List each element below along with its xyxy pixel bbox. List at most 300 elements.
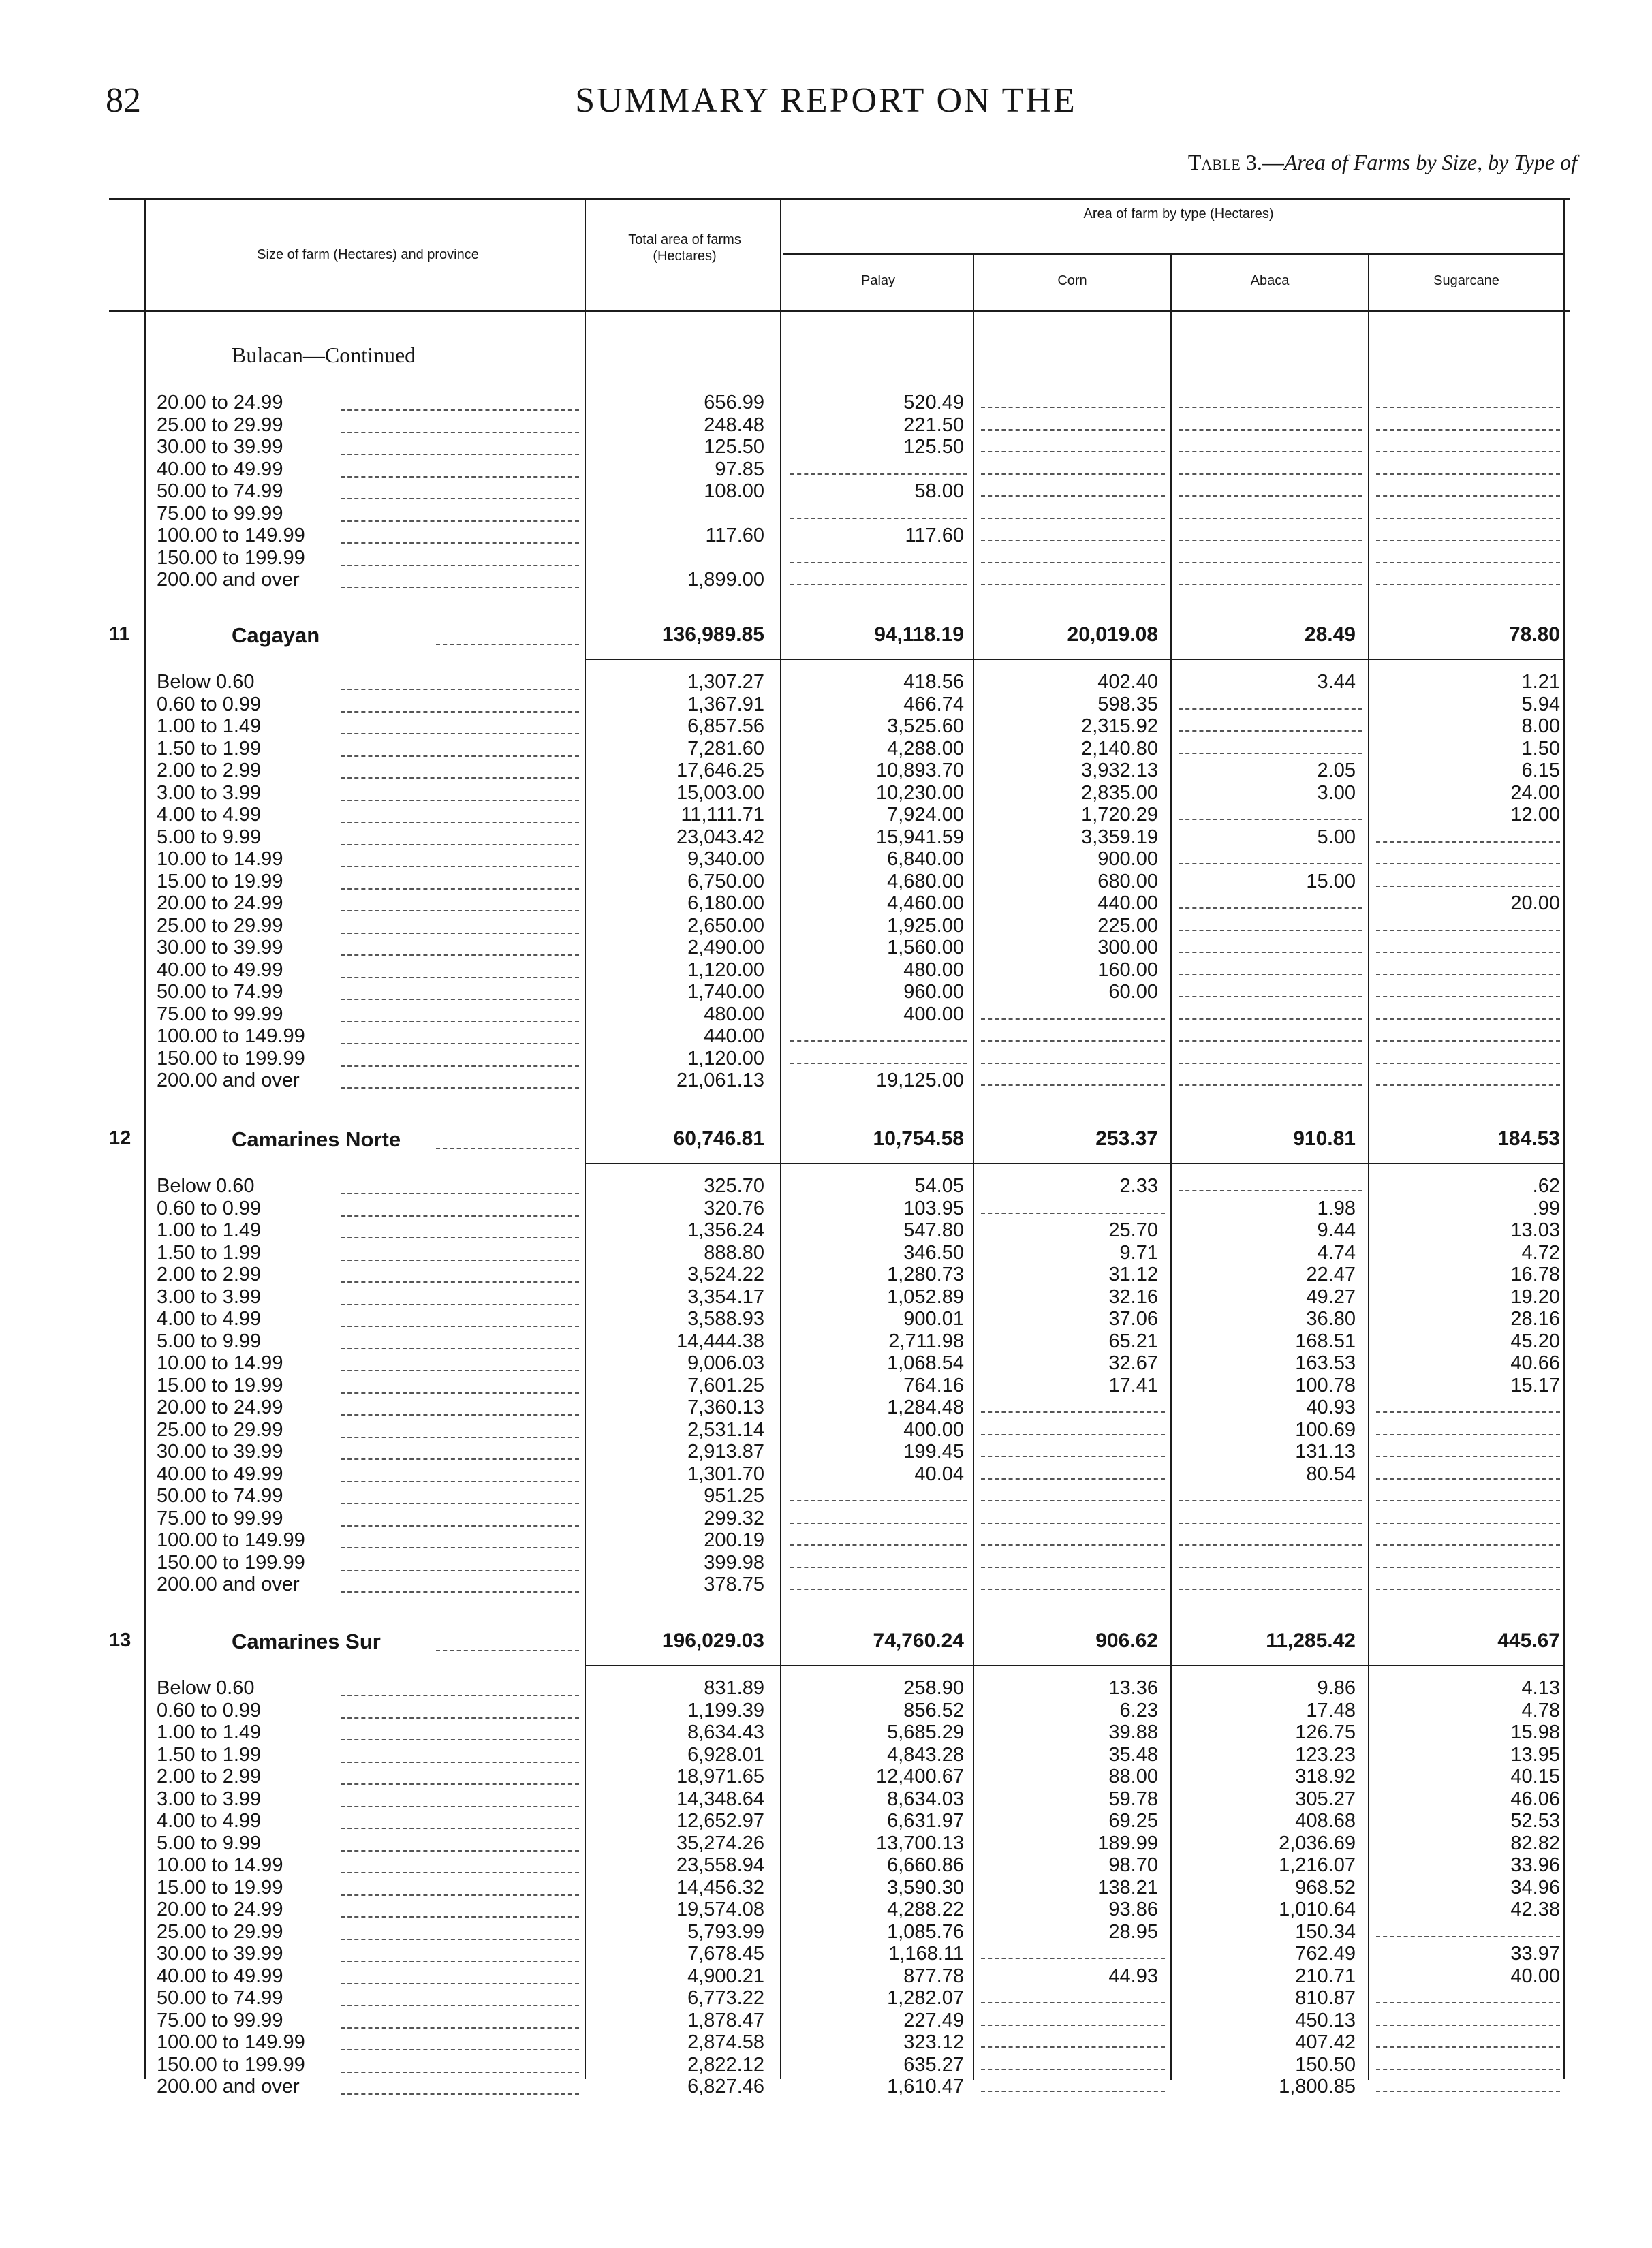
province-total: 136,989.85 (661, 623, 764, 646)
empty-cell-palay (790, 473, 967, 475)
empty-cell-abaca (1179, 930, 1362, 931)
table-row (0, 804, 1652, 826)
cell-palay: 1,610.47 (887, 2076, 964, 2097)
cell-palay: 4,843.28 (887, 1743, 964, 1766)
province-name: Cagayan (232, 623, 320, 647)
cell-palay: 4,288.22 (887, 1899, 964, 1920)
cell-corn: 37.06 (1108, 1308, 1158, 1330)
empty-cell-abaca (1179, 1589, 1362, 1590)
table-row (0, 671, 1652, 693)
header-corn: Corn (1057, 273, 1087, 288)
province-corn: 253.37 (1095, 1127, 1158, 1150)
province-palay: 10,754.58 (873, 1127, 964, 1150)
cell-abaca: 9.44 (1317, 1219, 1356, 1241)
row-size-label: 150.00 to 199.99 (157, 546, 305, 569)
cell-total: 19,574.08 (676, 1899, 764, 1920)
cell-total: 4,900.21 (687, 1965, 764, 1987)
cell-corn: 2,315.92 (1081, 715, 1158, 737)
cell-sugar: .99 (1532, 1197, 1560, 1219)
row-size-label: 5.00 to 9.99 (157, 826, 262, 848)
dot-leader (341, 1193, 579, 1194)
dot-leader (341, 1525, 579, 1527)
row-size-label: 50.00 to 74.99 (157, 1987, 283, 2009)
cell-sugar: 34.96 (1510, 1876, 1560, 1899)
cell-total: 1,740.00 (687, 981, 764, 1003)
row-size-label: 50.00 to 74.99 (157, 480, 283, 502)
cell-total: 888.80 (704, 1241, 764, 1264)
cell-abaca: 968.52 (1295, 1876, 1356, 1899)
cell-total: 1,307.27 (687, 671, 764, 693)
cell-palay: 4,680.00 (887, 870, 964, 892)
cell-corn: 598.35 (1097, 693, 1158, 715)
table-row (0, 1854, 1652, 1877)
province-rule (585, 1163, 1563, 1164)
cell-total: 23,043.42 (676, 826, 764, 848)
cell-palay: 480.00 (903, 958, 964, 981)
dot-leader (341, 1348, 579, 1349)
cell-total: 35,274.26 (676, 1832, 764, 1854)
cell-total: 1,301.70 (687, 1463, 764, 1485)
cell-total: 108.00 (704, 480, 764, 502)
province-palay: 74,760.24 (873, 1629, 964, 1652)
table-row (0, 1419, 1652, 1441)
row-size-label: 3.00 to 3.99 (157, 1285, 262, 1308)
table-row (0, 1921, 1652, 1943)
cell-total: 3,354.17 (687, 1285, 764, 1308)
empty-cell-palay (790, 1567, 967, 1568)
dot-leader (341, 1850, 579, 1852)
dot-leader (341, 1326, 579, 1327)
row-size-label: 30.00 to 39.99 (157, 1441, 283, 1463)
empty-cell-sugar (1376, 2002, 1560, 2003)
cell-corn: 9.71 (1119, 1241, 1158, 1264)
row-size-label: 25.00 to 29.99 (157, 1920, 283, 1943)
cell-total: 6,857.56 (687, 715, 764, 737)
empty-cell-abaca (1179, 1063, 1362, 1064)
cell-total: 1,367.91 (687, 693, 764, 715)
table-row (0, 1832, 1652, 1855)
empty-cell-sugar (1376, 863, 1560, 864)
empty-cell-corn (981, 540, 1165, 541)
cell-palay: 12,400.67 (875, 1766, 964, 1788)
empty-cell-abaca (1179, 1500, 1362, 1501)
cell-corn: 680.00 (1097, 870, 1158, 892)
cell-palay: 117.60 (905, 525, 964, 546)
empty-cell-sugar (1376, 1478, 1560, 1480)
cell-corn: 2,835.00 (1081, 781, 1158, 804)
table-row (0, 1308, 1652, 1330)
cell-sugar: 1.21 (1521, 671, 1560, 693)
cell-total: 15,003.00 (676, 781, 764, 804)
dot-leader (341, 454, 579, 455)
empty-cell-sugar (1376, 952, 1560, 953)
dot-leader (341, 1392, 579, 1394)
row-size-label: 100.00 to 149.99 (157, 1529, 305, 1551)
cell-sugar: 12.00 (1510, 804, 1560, 826)
dot-leader (341, 1215, 579, 1217)
empty-cell-corn (981, 1500, 1165, 1501)
cell-sugar: 13.03 (1510, 1219, 1560, 1241)
cell-abaca: 810.87 (1295, 1987, 1356, 2009)
cell-palay: 3,590.30 (887, 1876, 964, 1899)
row-size-label: 150.00 to 199.99 (157, 2053, 305, 2076)
row-size-label: 100.00 to 149.99 (157, 2031, 305, 2053)
cell-sugar: 4.72 (1521, 1241, 1560, 1264)
empty-cell-abaca (1179, 540, 1362, 541)
dot-leader (341, 1087, 579, 1089)
row-size-label: 100.00 to 149.99 (157, 1025, 305, 1047)
empty-cell-sugar (1376, 1567, 1560, 1568)
empty-cell-sugar (1376, 1544, 1560, 1546)
dot-leader (341, 1370, 579, 1371)
row-size-label: 10.00 to 14.99 (157, 1854, 283, 1876)
cell-corn: 25.70 (1108, 1219, 1158, 1241)
cell-palay: 3,525.60 (887, 715, 964, 737)
cell-palay: 1,282.07 (887, 1987, 964, 2009)
cell-abaca: 168.51 (1295, 1330, 1356, 1352)
cell-abaca: 305.27 (1295, 1788, 1356, 1810)
dot-leader (341, 2072, 579, 2073)
empty-cell-corn (981, 562, 1165, 563)
province-total: 60,746.81 (673, 1127, 764, 1150)
row-size-label: 1.50 to 1.99 (157, 737, 262, 760)
dot-leader (341, 1695, 579, 1696)
header-abaca: Abaca (1250, 273, 1290, 288)
dot-leader (341, 1570, 579, 1571)
cell-total: 2,822.12 (687, 2053, 764, 2076)
cell-palay: 2,711.98 (888, 1330, 964, 1352)
empty-cell-sugar (1376, 1589, 1560, 1590)
row-size-label: 1.00 to 1.49 (157, 1721, 262, 1743)
cell-corn: 60.00 (1108, 981, 1158, 1003)
cell-abaca: 2,036.69 (1279, 1832, 1356, 1854)
cell-total: 6,928.01 (687, 1743, 764, 1766)
row-size-label: 2.00 to 2.99 (157, 1766, 262, 1788)
cell-sugar: 15.17 (1510, 1374, 1560, 1396)
empty-cell-corn (981, 1434, 1165, 1435)
empty-cell-corn (981, 495, 1165, 497)
cell-sugar: 40.15 (1510, 1766, 1560, 1788)
dot-leader (341, 954, 579, 956)
row-size-label: 0.60 to 0.99 (157, 693, 262, 715)
dot-leader (341, 822, 579, 823)
table-row (0, 1810, 1652, 1832)
empty-cell-palay (790, 518, 967, 519)
table-row (0, 1396, 1652, 1419)
dot-leader (341, 1281, 579, 1283)
empty-cell-corn (981, 1544, 1165, 1546)
dot-leader (341, 409, 579, 411)
dot-leader (341, 1260, 579, 1261)
dot-leader (341, 1961, 579, 1962)
cell-palay: 764.16 (903, 1374, 964, 1396)
cell-total: 656.99 (704, 392, 764, 413)
row-size-label: 1.50 to 1.99 (157, 1241, 262, 1264)
cell-abaca: 22.47 (1306, 1264, 1356, 1285)
empty-cell-sugar (1376, 2091, 1560, 2092)
cell-corn: 32.67 (1108, 1352, 1158, 1374)
cell-palay: 4,288.00 (887, 737, 964, 760)
empty-cell-abaca (1179, 1567, 1362, 1568)
dot-leader (341, 933, 579, 934)
dot-leader (436, 644, 579, 645)
empty-cell-sugar (1376, 996, 1560, 997)
dot-leader (341, 755, 579, 757)
row-size-label: 200.00 and over (157, 2076, 300, 2097)
dot-leader (341, 1783, 579, 1785)
cell-palay: 13,700.13 (875, 1832, 964, 1854)
cell-palay: 960.00 (903, 981, 964, 1003)
empty-cell-sugar (1376, 429, 1560, 431)
cell-total: 97.85 (715, 458, 764, 480)
empty-cell-sugar (1376, 1018, 1560, 1020)
cell-palay: 40.04 (914, 1463, 964, 1485)
empty-cell-sugar (1376, 1936, 1560, 1937)
dot-leader (341, 977, 579, 978)
empty-cell-abaca (1179, 996, 1362, 997)
header-size: Size of farm (Hectares) and province (257, 247, 479, 262)
empty-cell-corn (981, 1567, 1165, 1568)
cell-total: 1,878.47 (687, 2009, 764, 2031)
empty-cell-sugar (1376, 407, 1560, 408)
empty-cell-sugar (1376, 930, 1560, 931)
cell-palay: 1,280.73 (887, 1264, 964, 1285)
cell-palay: 900.01 (903, 1308, 964, 1330)
province-rule (585, 659, 1563, 660)
cell-corn: 93.86 (1108, 1899, 1158, 1920)
empty-cell-sugar (1376, 473, 1560, 475)
cell-total: 1,356.24 (687, 1219, 764, 1241)
dot-leader (341, 1547, 579, 1548)
empty-cell-sugar (1376, 495, 1560, 497)
cell-total: 200.19 (704, 1529, 764, 1551)
empty-cell-abaca (1179, 952, 1362, 953)
cell-sugar: 1.50 (1521, 737, 1560, 760)
row-size-label: 4.00 to 4.99 (157, 1810, 262, 1832)
cell-total: 11,111.71 (681, 804, 764, 826)
dot-leader (341, 733, 579, 734)
cell-sugar: 52.53 (1510, 1810, 1560, 1832)
dot-leader (341, 1043, 579, 1044)
empty-cell-sugar (1376, 1456, 1560, 1457)
dot-leader (341, 1717, 579, 1719)
province-total-row (0, 623, 1652, 651)
table-row (0, 1899, 1652, 1921)
empty-cell-sugar (1376, 584, 1560, 585)
table-row (0, 458, 1652, 481)
page-title: SUMMARY REPORT ON THE (575, 81, 1077, 120)
row-size-label: 4.00 to 4.99 (157, 1308, 262, 1330)
row-size-label: 75.00 to 99.99 (157, 1003, 283, 1025)
empty-cell-abaca (1179, 863, 1362, 864)
table-row (0, 892, 1652, 915)
dot-leader (436, 1148, 579, 1149)
table-row (0, 547, 1652, 569)
empty-cell-sugar (1376, 974, 1560, 975)
empty-cell-abaca (1179, 518, 1362, 519)
cell-palay: 1,925.00 (887, 914, 964, 937)
dot-leader (341, 498, 579, 499)
row-size-label: 75.00 to 99.99 (157, 502, 283, 525)
dot-leader (341, 1503, 579, 1504)
empty-cell-sugar (1376, 2046, 1560, 2048)
table-row (0, 1877, 1652, 1899)
dot-leader (341, 565, 579, 566)
empty-cell-palay (790, 562, 967, 563)
table-row (0, 436, 1652, 458)
row-size-label: Below 0.60 (157, 671, 255, 693)
row-size-label: 1.00 to 1.49 (157, 715, 262, 737)
province-abaca: 910.81 (1293, 1127, 1356, 1150)
empty-cell-palay (790, 1589, 967, 1590)
empty-cell-abaca (1179, 562, 1362, 563)
table-row (0, 738, 1652, 760)
cell-sugar: 28.16 (1510, 1308, 1560, 1330)
empty-cell-abaca (1179, 495, 1362, 497)
cell-palay: 6,660.86 (887, 1854, 964, 1876)
cell-abaca: 1.98 (1317, 1197, 1356, 1219)
cell-abaca: 210.71 (1295, 1965, 1356, 1987)
cell-palay: 1,068.54 (887, 1352, 964, 1374)
row-size-label: 1.50 to 1.99 (157, 1743, 262, 1766)
row-size-label: 20.00 to 24.99 (157, 392, 283, 413)
row-size-label: 0.60 to 0.99 (157, 1197, 262, 1219)
cell-palay: 1,168.11 (888, 1943, 964, 1965)
table-row (0, 715, 1652, 738)
empty-cell-sugar (1376, 2069, 1560, 2070)
row-size-label: 5.00 to 9.99 (157, 1832, 262, 1854)
province-palay: 94,118.19 (874, 623, 964, 646)
cell-total: 6,827.46 (687, 2076, 764, 2097)
empty-cell-corn (981, 1523, 1165, 1524)
cell-total: 23,558.94 (676, 1854, 764, 1876)
table-row (0, 1965, 1652, 1988)
empty-cell-palay (790, 1063, 967, 1064)
empty-cell-sugar (1376, 518, 1560, 519)
empty-cell-abaca (1179, 1544, 1362, 1546)
row-size-label: 30.00 to 39.99 (157, 1943, 283, 1965)
cell-total: 2,874.58 (687, 2031, 764, 2053)
cell-corn: 138.21 (1097, 1876, 1158, 1899)
cell-palay: 8,634.03 (887, 1788, 964, 1810)
cell-palay: 4,460.00 (887, 892, 964, 914)
table-row (0, 1721, 1652, 1744)
dot-leader (341, 1828, 579, 1829)
row-size-label: 15.00 to 19.99 (157, 870, 283, 892)
empty-cell-abaca (1179, 974, 1362, 975)
cell-total: 2,650.00 (687, 914, 764, 937)
cell-corn: 88.00 (1108, 1766, 1158, 1788)
cell-sugar: 13.95 (1510, 1743, 1560, 1766)
table-row (0, 1508, 1652, 1530)
province-abaca: 11,285.42 (1266, 1629, 1356, 1652)
cell-abaca: 17.48 (1306, 1699, 1356, 1721)
header-total: Total area of farms (Hectares) (628, 232, 741, 264)
cell-corn: 225.00 (1097, 914, 1158, 937)
dot-leader (341, 1762, 579, 1763)
row-size-label: 3.00 to 3.99 (157, 1788, 262, 1810)
cell-corn: 35.48 (1108, 1743, 1158, 1766)
table-row (0, 1286, 1652, 1309)
table-row (0, 1352, 1652, 1375)
dot-leader (341, 1021, 579, 1022)
cell-abaca: 408.68 (1295, 1810, 1356, 1832)
table-row (0, 2010, 1652, 2032)
row-size-label: 25.00 to 29.99 (157, 413, 283, 436)
table-row (0, 1677, 1652, 1700)
cell-total: 17,646.25 (676, 760, 764, 781)
row-size-label: 5.00 to 9.99 (157, 1330, 262, 1352)
cell-total: 3,588.93 (687, 1308, 764, 1330)
cell-corn: 98.70 (1108, 1854, 1158, 1876)
dot-leader (341, 800, 579, 801)
empty-cell-corn (981, 518, 1165, 519)
cell-corn: 160.00 (1097, 958, 1158, 981)
empty-cell-corn (981, 407, 1165, 408)
empty-cell-sugar (1376, 1411, 1560, 1413)
cell-corn: 402.40 (1097, 671, 1158, 693)
table-row (0, 782, 1652, 805)
cell-corn: 3,932.13 (1081, 760, 1158, 781)
table-row (0, 1574, 1652, 1596)
empty-cell-sugar (1376, 451, 1560, 452)
empty-cell-abaca (1179, 708, 1362, 710)
cell-abaca: 450.13 (1295, 2009, 1356, 2031)
table-row (0, 760, 1652, 782)
cell-palay: 5,685.29 (887, 1721, 964, 1743)
table-row (0, 1529, 1652, 1552)
province-abaca: 28.49 (1304, 623, 1356, 646)
empty-cell-sugar (1376, 540, 1560, 541)
cell-palay: 1,284.48 (887, 1396, 964, 1418)
empty-cell-abaca (1179, 473, 1362, 475)
table-row (0, 1788, 1652, 1811)
table-row (0, 871, 1652, 893)
row-size-label: 50.00 to 74.99 (157, 981, 283, 1003)
header-sugarcane: Sugarcane (1433, 273, 1499, 288)
cell-abaca: 126.75 (1295, 1721, 1356, 1743)
cell-corn: 31.12 (1108, 1264, 1158, 1285)
cell-palay: 54.05 (914, 1175, 964, 1197)
table-row (0, 392, 1652, 414)
cell-palay: 877.78 (903, 1965, 964, 1987)
empty-cell-palay (790, 1040, 967, 1042)
table-row (0, 1463, 1652, 1486)
cell-abaca: 4.74 (1317, 1241, 1356, 1264)
dot-leader (341, 2093, 579, 2095)
table-row (0, 1048, 1652, 1070)
cell-corn: 59.78 (1108, 1788, 1158, 1810)
empty-cell-corn (981, 1478, 1165, 1480)
province-name: Camarines Norte (232, 1127, 401, 1151)
dot-leader (436, 1650, 579, 1651)
cell-total: 14,348.64 (676, 1788, 764, 1810)
cell-total: 117.60 (705, 525, 764, 546)
cell-sugar: 5.94 (1521, 693, 1560, 715)
empty-cell-corn (981, 1589, 1165, 1590)
cell-corn: 17.41 (1108, 1374, 1158, 1396)
dot-leader (341, 587, 579, 588)
cell-abaca: 318.92 (1295, 1766, 1356, 1788)
table-row (0, 915, 1652, 937)
cell-sugar: 6.15 (1521, 760, 1560, 781)
province-number: 12 (109, 1127, 131, 1149)
empty-cell-palay (790, 1500, 967, 1501)
province-corn: 20,019.08 (1067, 623, 1158, 646)
table-row (0, 2076, 1652, 2098)
dot-leader (341, 2027, 579, 2029)
cell-sugar: 16.78 (1510, 1264, 1560, 1285)
